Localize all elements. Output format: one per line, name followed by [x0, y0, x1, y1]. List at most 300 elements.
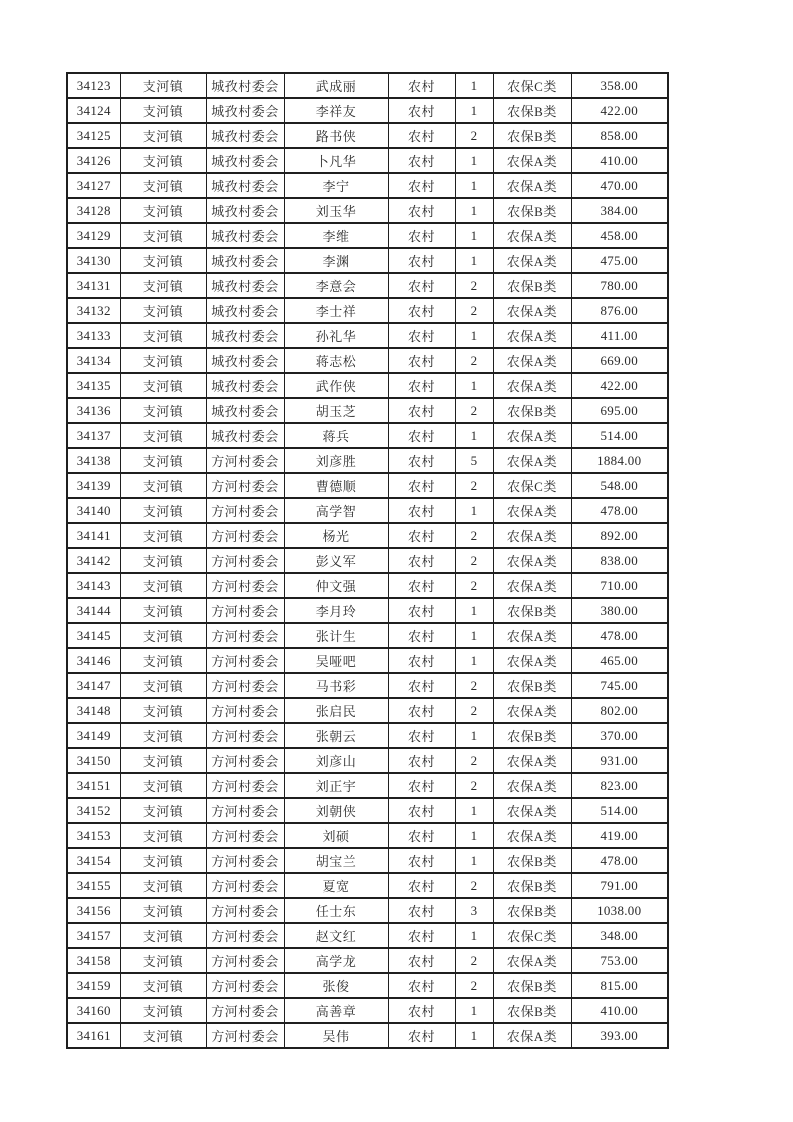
- cell-village: 方河村委会: [206, 498, 284, 523]
- cell-amount: 876.00: [571, 298, 668, 323]
- cell-count: 1: [455, 148, 493, 173]
- table-row: [67, 723, 668, 748]
- cell-town: 支河镇: [120, 923, 206, 948]
- cell-residence: 农村: [388, 498, 455, 523]
- cell-amount: 475.00: [571, 248, 668, 273]
- cell-village: 方河村委会: [206, 648, 284, 673]
- cell-amount: 411.00: [571, 323, 668, 348]
- cell-category: 农保A类: [493, 623, 571, 648]
- cell-name: 武成丽: [284, 73, 388, 98]
- cell-residence: 农村: [388, 623, 455, 648]
- table-row: [67, 1023, 668, 1048]
- cell-residence: 农村: [388, 873, 455, 898]
- cell-village: 方河村委会: [206, 998, 284, 1023]
- records-table: [66, 72, 669, 1049]
- cell-name: 蒋志松: [284, 348, 388, 373]
- cell-name: 赵文红: [284, 923, 388, 948]
- cell-serial: 34145: [67, 623, 120, 648]
- cell-category: 农保A类: [493, 698, 571, 723]
- cell-name: 张启民: [284, 698, 388, 723]
- cell-count: 1: [455, 323, 493, 348]
- cell-village: 城孜村委会: [206, 223, 284, 248]
- cell-residence: 农村: [388, 773, 455, 798]
- cell-town: 支河镇: [120, 1023, 206, 1048]
- cell-name: 高学龙: [284, 948, 388, 973]
- table-row: [67, 598, 668, 623]
- cell-category: 农保A类: [493, 823, 571, 848]
- cell-count: 1: [455, 623, 493, 648]
- cell-amount: 695.00: [571, 398, 668, 423]
- cell-residence: 农村: [388, 973, 455, 998]
- table-row: [67, 548, 668, 573]
- cell-residence: 农村: [388, 348, 455, 373]
- cell-serial: 34148: [67, 698, 120, 723]
- cell-town: 支河镇: [120, 598, 206, 623]
- cell-name: 刘玉华: [284, 198, 388, 223]
- cell-serial: 34146: [67, 648, 120, 673]
- cell-serial: 34150: [67, 748, 120, 773]
- cell-serial: 34157: [67, 923, 120, 948]
- cell-name: 卜凡华: [284, 148, 388, 173]
- cell-serial: 34155: [67, 873, 120, 898]
- cell-serial: 34139: [67, 473, 120, 498]
- cell-count: 1: [455, 1023, 493, 1048]
- cell-category: 农保A类: [493, 948, 571, 973]
- cell-amount: 478.00: [571, 623, 668, 648]
- cell-name: 任士东: [284, 898, 388, 923]
- cell-count: 1: [455, 998, 493, 1023]
- cell-town: 支河镇: [120, 498, 206, 523]
- cell-residence: 农村: [388, 98, 455, 123]
- cell-name: 刘彦胜: [284, 448, 388, 473]
- cell-category: 农保B类: [493, 973, 571, 998]
- cell-serial: 34134: [67, 348, 120, 373]
- cell-amount: 348.00: [571, 923, 668, 948]
- cell-count: 3: [455, 898, 493, 923]
- cell-name: 刘硕: [284, 823, 388, 848]
- cell-amount: 838.00: [571, 548, 668, 573]
- cell-village: 方河村委会: [206, 848, 284, 873]
- cell-village: 城孜村委会: [206, 298, 284, 323]
- cell-serial: 34149: [67, 723, 120, 748]
- cell-town: 支河镇: [120, 323, 206, 348]
- cell-count: 1: [455, 498, 493, 523]
- cell-residence: 农村: [388, 1023, 455, 1048]
- cell-residence: 农村: [388, 648, 455, 673]
- cell-amount: 548.00: [571, 473, 668, 498]
- cell-serial: 34132: [67, 298, 120, 323]
- table-row: [67, 373, 668, 398]
- cell-name: 杨光: [284, 523, 388, 548]
- cell-residence: 农村: [388, 323, 455, 348]
- cell-amount: 710.00: [571, 573, 668, 598]
- cell-town: 支河镇: [120, 348, 206, 373]
- cell-village: 方河村委会: [206, 773, 284, 798]
- cell-count: 2: [455, 773, 493, 798]
- cell-amount: 823.00: [571, 773, 668, 798]
- cell-count: 2: [455, 273, 493, 298]
- cell-amount: 358.00: [571, 73, 668, 98]
- cell-residence: 农村: [388, 523, 455, 548]
- cell-name: 高学智: [284, 498, 388, 523]
- table-row: [67, 823, 668, 848]
- cell-residence: 农村: [388, 123, 455, 148]
- cell-name: 刘正宇: [284, 773, 388, 798]
- cell-village: 方河村委会: [206, 473, 284, 498]
- cell-name: 蒋兵: [284, 423, 388, 448]
- table-row: [67, 698, 668, 723]
- cell-village: 方河村委会: [206, 948, 284, 973]
- cell-category: 农保A类: [493, 773, 571, 798]
- cell-residence: 农村: [388, 373, 455, 398]
- cell-residence: 农村: [388, 198, 455, 223]
- cell-village: 方河村委会: [206, 723, 284, 748]
- cell-town: 支河镇: [120, 73, 206, 98]
- cell-category: 农保A类: [493, 648, 571, 673]
- cell-category: 农保A类: [493, 223, 571, 248]
- cell-name: 吴哑吧: [284, 648, 388, 673]
- cell-count: 2: [455, 698, 493, 723]
- cell-village: 方河村委会: [206, 698, 284, 723]
- cell-amount: 393.00: [571, 1023, 668, 1048]
- cell-category: 农保A类: [493, 573, 571, 598]
- cell-category: 农保A类: [493, 298, 571, 323]
- cell-village: 城孜村委会: [206, 248, 284, 273]
- cell-amount: 384.00: [571, 198, 668, 223]
- cell-count: 1: [455, 848, 493, 873]
- table-row: [67, 148, 668, 173]
- cell-count: 1: [455, 198, 493, 223]
- cell-serial: 34156: [67, 898, 120, 923]
- cell-name: 张俊: [284, 973, 388, 998]
- cell-count: 2: [455, 973, 493, 998]
- cell-category: 农保A类: [493, 498, 571, 523]
- cell-amount: 745.00: [571, 673, 668, 698]
- table-row: [67, 323, 668, 348]
- cell-name: 夏宽: [284, 873, 388, 898]
- cell-village: 方河村委会: [206, 823, 284, 848]
- cell-town: 支河镇: [120, 823, 206, 848]
- cell-count: 1: [455, 923, 493, 948]
- cell-village: 城孜村委会: [206, 148, 284, 173]
- cell-town: 支河镇: [120, 273, 206, 298]
- cell-category: 农保B类: [493, 98, 571, 123]
- cell-count: 2: [455, 298, 493, 323]
- cell-residence: 农村: [388, 673, 455, 698]
- cell-count: 2: [455, 948, 493, 973]
- table-row: [67, 73, 668, 98]
- cell-residence: 农村: [388, 473, 455, 498]
- cell-serial: 34135: [67, 373, 120, 398]
- cell-village: 方河村委会: [206, 448, 284, 473]
- cell-amount: 410.00: [571, 998, 668, 1023]
- table-row: [67, 398, 668, 423]
- cell-amount: 1038.00: [571, 898, 668, 923]
- cell-name: 李月玲: [284, 598, 388, 623]
- cell-category: 农保A类: [493, 748, 571, 773]
- cell-town: 支河镇: [120, 98, 206, 123]
- cell-category: 农保A类: [493, 148, 571, 173]
- cell-count: 1: [455, 248, 493, 273]
- cell-serial: 34159: [67, 973, 120, 998]
- cell-category: 农保C类: [493, 73, 571, 98]
- cell-town: 支河镇: [120, 298, 206, 323]
- cell-village: 城孜村委会: [206, 73, 284, 98]
- cell-serial: 34140: [67, 498, 120, 523]
- cell-count: 2: [455, 123, 493, 148]
- cell-town: 支河镇: [120, 723, 206, 748]
- cell-category: 农保B类: [493, 723, 571, 748]
- cell-residence: 农村: [388, 173, 455, 198]
- table-row: [67, 348, 668, 373]
- table-row: [67, 848, 668, 873]
- cell-residence: 农村: [388, 598, 455, 623]
- cell-amount: 478.00: [571, 848, 668, 873]
- cell-residence: 农村: [388, 698, 455, 723]
- cell-count: 2: [455, 548, 493, 573]
- cell-amount: 458.00: [571, 223, 668, 248]
- cell-serial: 34142: [67, 548, 120, 573]
- cell-serial: 34144: [67, 598, 120, 623]
- cell-name: 李渊: [284, 248, 388, 273]
- cell-village: 城孜村委会: [206, 273, 284, 298]
- cell-amount: 410.00: [571, 148, 668, 173]
- cell-amount: 791.00: [571, 873, 668, 898]
- table-row: [67, 898, 668, 923]
- cell-name: 仲文强: [284, 573, 388, 598]
- table-row: [67, 623, 668, 648]
- cell-serial: 34154: [67, 848, 120, 873]
- cell-amount: 815.00: [571, 973, 668, 998]
- cell-name: 孙礼华: [284, 323, 388, 348]
- cell-amount: 380.00: [571, 598, 668, 623]
- cell-residence: 农村: [388, 948, 455, 973]
- cell-name: 高善章: [284, 998, 388, 1023]
- cell-category: 农保A类: [493, 323, 571, 348]
- cell-serial: 34127: [67, 173, 120, 198]
- table-row: [67, 273, 668, 298]
- cell-village: 方河村委会: [206, 748, 284, 773]
- cell-serial: 34128: [67, 198, 120, 223]
- cell-town: 支河镇: [120, 948, 206, 973]
- cell-amount: 478.00: [571, 498, 668, 523]
- cell-residence: 农村: [388, 898, 455, 923]
- cell-count: 1: [455, 98, 493, 123]
- cell-town: 支河镇: [120, 198, 206, 223]
- cell-village: 方河村委会: [206, 673, 284, 698]
- cell-category: 农保B类: [493, 848, 571, 873]
- cell-serial: 34160: [67, 998, 120, 1023]
- cell-residence: 农村: [388, 248, 455, 273]
- cell-residence: 农村: [388, 923, 455, 948]
- cell-count: 1: [455, 648, 493, 673]
- cell-town: 支河镇: [120, 123, 206, 148]
- cell-category: 农保B类: [493, 898, 571, 923]
- cell-village: 城孜村委会: [206, 373, 284, 398]
- table-row: [67, 198, 668, 223]
- cell-town: 支河镇: [120, 898, 206, 923]
- cell-residence: 农村: [388, 723, 455, 748]
- cell-category: 农保B类: [493, 198, 571, 223]
- cell-town: 支河镇: [120, 373, 206, 398]
- cell-category: 农保A类: [493, 548, 571, 573]
- table-row: [67, 648, 668, 673]
- table-row: [67, 98, 668, 123]
- table-row: [67, 773, 668, 798]
- cell-category: 农保C类: [493, 923, 571, 948]
- cell-village: 方河村委会: [206, 1023, 284, 1048]
- cell-amount: 370.00: [571, 723, 668, 748]
- cell-residence: 农村: [388, 148, 455, 173]
- cell-town: 支河镇: [120, 473, 206, 498]
- cell-name: 李士祥: [284, 298, 388, 323]
- table-body: [67, 73, 668, 1048]
- cell-serial: 34126: [67, 148, 120, 173]
- cell-village: 方河村委会: [206, 798, 284, 823]
- cell-amount: 514.00: [571, 798, 668, 823]
- cell-residence: 农村: [388, 398, 455, 423]
- cell-name: 胡玉芝: [284, 398, 388, 423]
- table-row: [67, 948, 668, 973]
- cell-town: 支河镇: [120, 573, 206, 598]
- cell-village: 城孜村委会: [206, 323, 284, 348]
- cell-town: 支河镇: [120, 798, 206, 823]
- cell-count: 2: [455, 873, 493, 898]
- table-row: [67, 873, 668, 898]
- cell-town: 支河镇: [120, 623, 206, 648]
- cell-amount: 465.00: [571, 648, 668, 673]
- cell-residence: 农村: [388, 273, 455, 298]
- cell-serial: 34138: [67, 448, 120, 473]
- cell-town: 支河镇: [120, 173, 206, 198]
- table-row: [67, 573, 668, 598]
- cell-serial: 34153: [67, 823, 120, 848]
- cell-category: 农保A类: [493, 248, 571, 273]
- cell-count: 2: [455, 473, 493, 498]
- cell-count: 1: [455, 823, 493, 848]
- cell-category: 农保B类: [493, 123, 571, 148]
- cell-count: 2: [455, 523, 493, 548]
- table-row: [67, 473, 668, 498]
- cell-residence: 农村: [388, 73, 455, 98]
- cell-village: 方河村委会: [206, 573, 284, 598]
- cell-residence: 农村: [388, 223, 455, 248]
- cell-residence: 农村: [388, 823, 455, 848]
- table-row: [67, 448, 668, 473]
- cell-town: 支河镇: [120, 148, 206, 173]
- cell-name: 武作侠: [284, 373, 388, 398]
- cell-category: 农保B类: [493, 873, 571, 898]
- cell-name: 李维: [284, 223, 388, 248]
- cell-village: 方河村委会: [206, 598, 284, 623]
- cell-category: 农保B类: [493, 398, 571, 423]
- cell-village: 方河村委会: [206, 973, 284, 998]
- cell-town: 支河镇: [120, 223, 206, 248]
- cell-serial: 34143: [67, 573, 120, 598]
- cell-village: 城孜村委会: [206, 423, 284, 448]
- cell-serial: 34136: [67, 398, 120, 423]
- table-row: [67, 173, 668, 198]
- cell-name: 刘朝侠: [284, 798, 388, 823]
- cell-amount: 669.00: [571, 348, 668, 373]
- cell-residence: 农村: [388, 748, 455, 773]
- table-row: [67, 973, 668, 998]
- cell-count: 1: [455, 373, 493, 398]
- cell-town: 支河镇: [120, 523, 206, 548]
- cell-town: 支河镇: [120, 398, 206, 423]
- cell-category: 农保A类: [493, 523, 571, 548]
- cell-name: 曹德顺: [284, 473, 388, 498]
- cell-town: 支河镇: [120, 748, 206, 773]
- cell-amount: 419.00: [571, 823, 668, 848]
- cell-village: 城孜村委会: [206, 348, 284, 373]
- cell-amount: 1884.00: [571, 448, 668, 473]
- cell-serial: 34137: [67, 423, 120, 448]
- cell-serial: 34123: [67, 73, 120, 98]
- cell-residence: 农村: [388, 423, 455, 448]
- cell-town: 支河镇: [120, 973, 206, 998]
- cell-category: 农保A类: [493, 1023, 571, 1048]
- cell-amount: 858.00: [571, 123, 668, 148]
- cell-serial: 34131: [67, 273, 120, 298]
- table-row: [67, 673, 668, 698]
- cell-count: 1: [455, 423, 493, 448]
- cell-count: 1: [455, 73, 493, 98]
- cell-count: 2: [455, 398, 493, 423]
- cell-village: 城孜村委会: [206, 398, 284, 423]
- cell-category: 农保A类: [493, 448, 571, 473]
- cell-amount: 422.00: [571, 373, 668, 398]
- cell-amount: 422.00: [571, 98, 668, 123]
- cell-count: 1: [455, 223, 493, 248]
- cell-village: 城孜村委会: [206, 98, 284, 123]
- cell-count: 1: [455, 173, 493, 198]
- cell-count: 5: [455, 448, 493, 473]
- cell-name: 吴伟: [284, 1023, 388, 1048]
- cell-village: 方河村委会: [206, 548, 284, 573]
- cell-name: 路书侠: [284, 123, 388, 148]
- cell-amount: 931.00: [571, 748, 668, 773]
- cell-category: 农保B类: [493, 673, 571, 698]
- cell-residence: 农村: [388, 798, 455, 823]
- cell-town: 支河镇: [120, 873, 206, 898]
- cell-category: 农保A类: [493, 423, 571, 448]
- cell-name: 张朝云: [284, 723, 388, 748]
- cell-count: 1: [455, 798, 493, 823]
- cell-category: 农保A类: [493, 373, 571, 398]
- cell-town: 支河镇: [120, 648, 206, 673]
- cell-amount: 892.00: [571, 523, 668, 548]
- cell-serial: 34161: [67, 1023, 120, 1048]
- cell-residence: 农村: [388, 573, 455, 598]
- cell-category: 农保A类: [493, 348, 571, 373]
- cell-count: 2: [455, 348, 493, 373]
- cell-town: 支河镇: [120, 998, 206, 1023]
- cell-category: 农保C类: [493, 473, 571, 498]
- cell-residence: 农村: [388, 998, 455, 1023]
- cell-town: 支河镇: [120, 848, 206, 873]
- table-row: [67, 248, 668, 273]
- cell-count: 2: [455, 673, 493, 698]
- cell-amount: 514.00: [571, 423, 668, 448]
- cell-amount: 780.00: [571, 273, 668, 298]
- cell-serial: 34124: [67, 98, 120, 123]
- cell-name: 彭义军: [284, 548, 388, 573]
- cell-village: 城孜村委会: [206, 173, 284, 198]
- table-row: [67, 223, 668, 248]
- cell-name: 马书彩: [284, 673, 388, 698]
- cell-town: 支河镇: [120, 673, 206, 698]
